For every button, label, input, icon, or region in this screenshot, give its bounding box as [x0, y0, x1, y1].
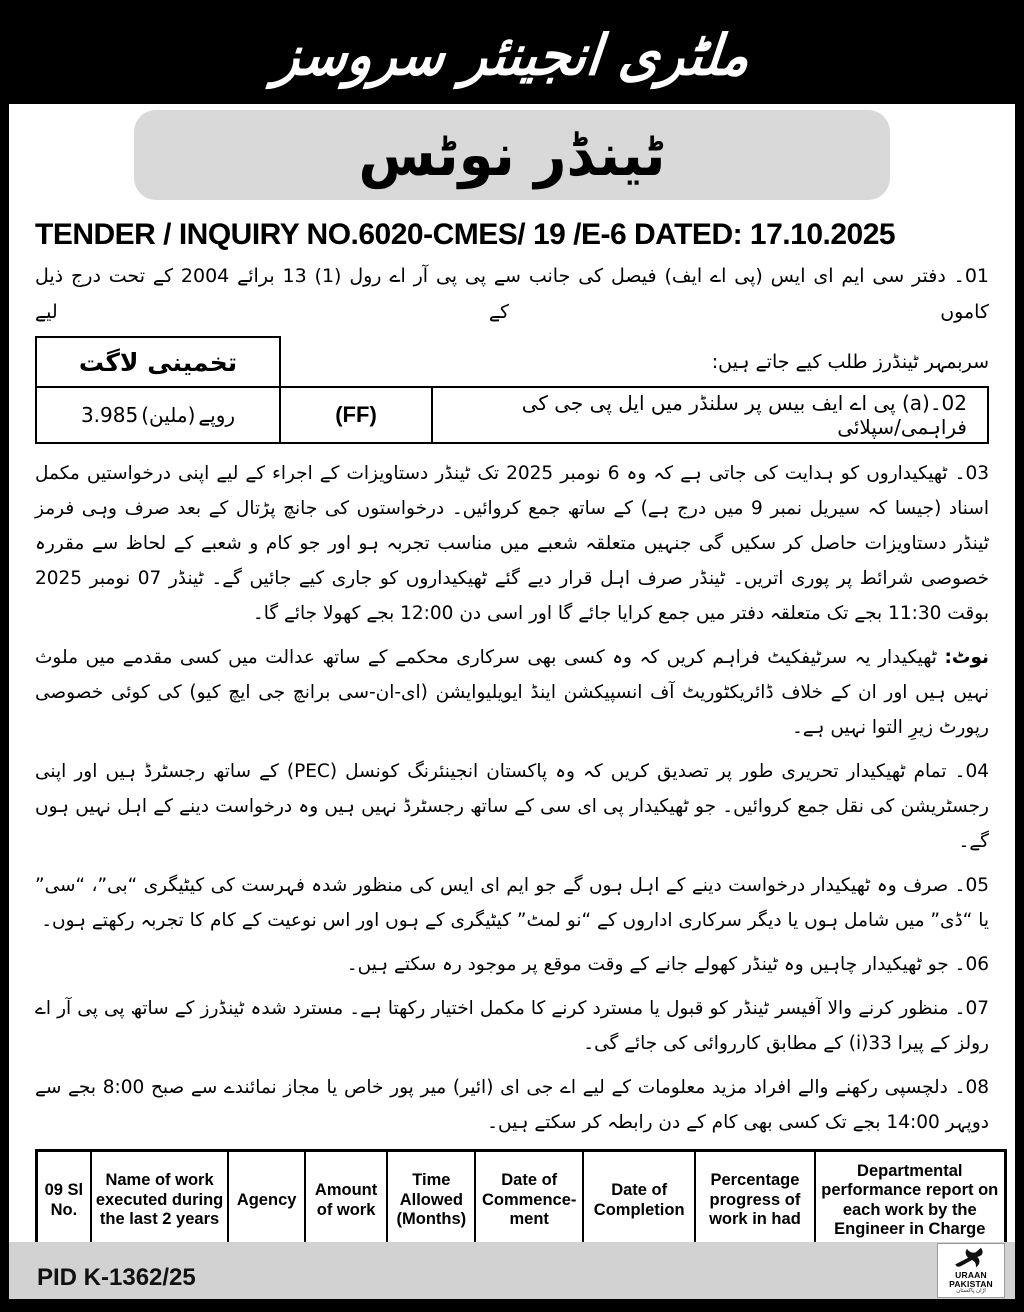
clause-01-line1: 01۔ دفتر سی ایم ای ایس (پی اے ایف) فیصل کی جانب سے پی پی آر اے رول (1) 13 برائے 2004 کے تحت درج ذیل کاموں کے لیے [35, 265, 990, 323]
column-header-amount: Amount of work [305, 1151, 387, 1251]
clause-05: 05۔ صرف وہ ٹھیکیدار درخواست دینے کے اہل ہوں گے جو ایم ای ایس کی منظور شدہ فہرست کی کیٹیگری “بی”، “سی” یا “ڈی” میں شامل ہوں یا دیگر سرکاری اداروں کے “نو لمٹ” کیٹیگری کے ہوں اور اس نوعیت کے کام کا تجربہ رکھتے ہوں۔ [35, 875, 989, 931]
column-header-performance-report: Departmental performance report on each work by the Engineer in Charge [815, 1151, 1006, 1251]
column-header-name-of-work: Name of work executed during the last 2 years [91, 1151, 229, 1251]
cost-header-row [35, 336, 989, 388]
clauses-section [35, 456, 989, 1140]
clause-07: 07۔ منظور کرنے والا آفیسر ٹینڈر کو قبول یا مسترد کرنے کا مکمل اختیار رکھتا ہے۔ مسترد شدہ ٹینڈرز کے ساتھ پی پی آر اے رولز کے پیرا 33(i) کے مطابق کارروائی کی جائے گی۔ [35, 998, 989, 1054]
falcon-icon [954, 1247, 988, 1271]
tender-inquiry-heading: TENDER / INQUIRY NO.6020-CMES/ 19 /E-6 DATED: 17.10.2025 [35, 218, 896, 251]
cost-value: 3.985 [80, 403, 139, 427]
note-label: نوٹ: [944, 647, 989, 668]
footer-strip [9, 1242, 1015, 1299]
clause-03: 03۔ ٹھیکیداروں کو ہدایت کی جاتی ہے کہ وہ 6 نومبر 2025 تک ٹینڈر دستاویزات کے اجراء کے لیے اپنی درخواستیں مکمل اسناد (جیسا کہ سیریل نمبر 9 میں درج ہے) کے ساتھ جمع کروائیں۔ درخواستوں کی جانچ پڑتال کے بعد صرف وہی فرمز ٹینڈر دستاویزات حاصل کر سکیں گی جنہیں متعلقہ شعبے میں مناسب تجربہ ہو اور جو کام و شعبے کے لحاظ سے مقررہ خصوصی شرائط پر پوری اتریں۔ ٹینڈر صرف اہل قرار دیے گئے ٹھیکیداروں کو جاری کیے جائیں گے۔ ٹینڈر 07 نومبر 2025 بوقت 11:30 بجے تک متعلقہ دفتر میں جمع کرایا جائے گا اور اسی دن 12:00 بجے کھولا جائے گا۔ [35, 463, 990, 624]
column-header-time-allowed: Time Allowed (Months) [387, 1151, 475, 1251]
column-header-date-completion: Date of Completion [583, 1151, 695, 1251]
column-header-sl-no: 09 Sl No. [37, 1151, 91, 1251]
pid-number: PID K-1362/25 [37, 1264, 196, 1291]
notice-badge-label: ٹینڈر نوٹس [358, 120, 666, 190]
uraan-pakistan-logo [937, 1243, 1005, 1298]
organization-title: ملٹری انجینئر سروسز [271, 23, 753, 89]
estimated-cost-header-cell: تخمینی لاگت [35, 336, 281, 388]
clause-08: 08۔ دلچسپی رکھنے والے افراد مزید معلومات کے لیے اے جی ای (ائیر) میر پور خاص یا مجاز نمائندے سے صبح 8:00 بجے سے دوپہر 14:00 بجے تک کسی بھی کام کے دن رابطہ کر سکتے ہیں۔ [35, 1077, 989, 1133]
requirements-table [35, 1149, 1007, 1252]
notice-badge-row [9, 104, 1015, 206]
column-header-agency: Agency [228, 1151, 305, 1251]
note-text: ٹھیکیدار یہ سرٹیفکیٹ فراہم کریں کہ وہ کسی بھی سرکاری محکمے کے ساتھ عدالت میں کسی مقدمے میں ملوث نہیں ہیں اور ان کے خلاف ڈائریکٹوریٹ آف انسپیکشن اینڈ ایویلیوایشن (ای-ان-سی برانچ جی ایچ کیو) کی کوئی خصوصی رپورٹ زیرِ التوا نہیں ہے۔ [35, 647, 989, 738]
masthead-banner [9, 8, 1015, 104]
estimated-cost-cell [37, 388, 281, 442]
logo-tagline: اڑان پاکستان [956, 1288, 986, 1295]
column-header-percentage-progress: Percentage progress of work in had [695, 1151, 814, 1251]
clause-01-line2: سربمہر ٹینڈرز طلب کیے جاتے ہیں: [711, 351, 989, 373]
logo-text-line1: URAAN [955, 1270, 987, 1281]
clause-04: 04۔ تمام ٹھیکیدار تحریری طور پر تصدیق کریں کہ وہ پاکستان انجینئرنگ کونسل (PEC) کے ساتھ رجسٹرڈ ہیں اور اپنی رجسٹریشن کی نقل جمع کروائیں۔ جو ٹھیکیدار پی ای سی کے ساتھ رجسٹرڈ نہیں ہیں وہ درخواست دینے کے اہل نہیں ہوں گے۔ [35, 761, 989, 852]
cost-currency: روپے [198, 403, 236, 427]
requirements-header-row [37, 1151, 1006, 1251]
work-description-cell: 02۔(a) پی اے ایف بیس پر سلنڈر میں ایل پی جی کی فراہمی/سپلائی [521, 391, 967, 439]
clause-note [35, 640, 989, 745]
work-item-row [35, 386, 989, 444]
notice-body [9, 258, 1015, 1140]
column-header-date-commencement: Date of Commence- ment [475, 1151, 583, 1251]
funding-code-cell: (FF) [281, 388, 433, 442]
logo-text-line2: PAKISTAN [949, 1278, 993, 1289]
cost-unit: (ملین) [141, 403, 196, 427]
notice-badge [134, 110, 890, 200]
clause-06: 06۔ جو ٹھیکیدار چاہیں وہ ٹینڈر کھولے جانے کے وقت موقع پر موجود رہ سکتے ہیں۔ [346, 954, 989, 975]
